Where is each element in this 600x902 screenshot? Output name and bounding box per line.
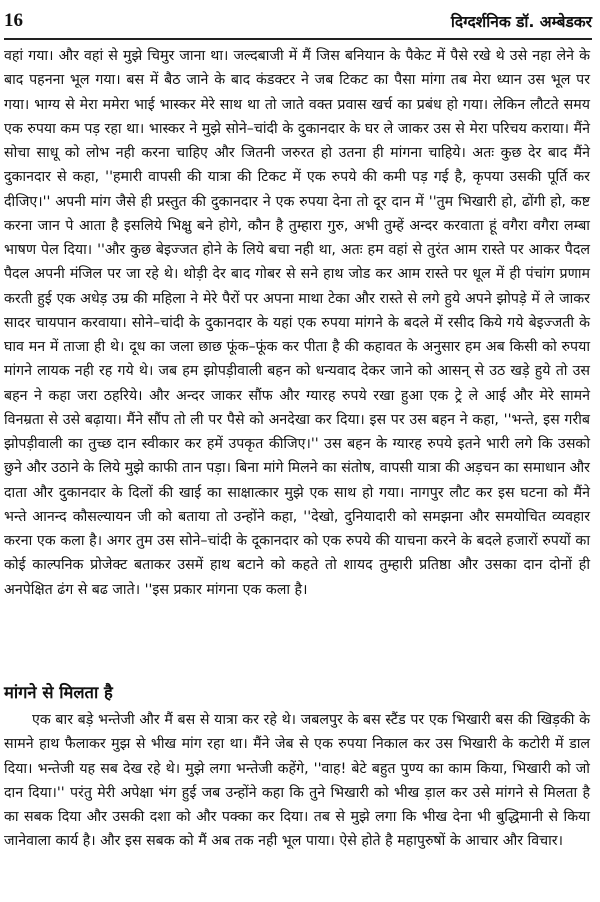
running-title: दिग्दर्शनिक डॉ. अम्बेडकर bbox=[450, 13, 592, 31]
body-paragraph-2: एक बार बड़े भन्तेजी और मैं बस से यात्रा कर रहे थे। जबलपुर के बस स्टैंड पर एक भिखारी बस की खिड़की के सामने हाथ फैलाकर मुझ से भीख मांग रहा था। मैंने जेब से एक रुपया निकाल कर उस भिखारी के कटोरी में डाल दिया। भन्तेजी यह सब देख रहे थे। मुझे लगा भन्तेजी कहेंगे, ''वाह! बेटे बहुत पुण्य का काम किया, भिखारी को जो दान दिया।'' परंतु मेरी अपेक्षा भंग हुई जब उन्होंने कहा कि तुने भिखारी को भीख ड़ाल कर उसे मांगने से मिलता है का सबक दिया और उसकी दशा को और पक्का कर दिया। तब से मुझे लगा कि भीख देना भी बुद्धिमानी से किया जानेवाला कार्य है। और इस सबक को मैं अब तक नही भूल पाया। ऐसे होते है महापुरुषों के आचार और विचार। bbox=[4, 712, 590, 850]
body-paragraph-1: वहां गया। और वहां से मुझे चिमुर जाना था। जल्दबाजी में मैं जिस बनियान के पैकेट में पैसे रखे थे उसे नहा लेने के बाद पहनना भूल गया। बस में बैठ जाने के बाद कंडक्टर ने जब टिकट का पैसा मांगा तब मेरा ध्यान उस भूल पर गया। भाग्य से मेरा ममेरा भाई भास्कर मेरे साथ था तो जाते वक्त प्रवास खर्च का प्रबंध हो गया। लेकिन लौटते समय एक रुपया कम पड़ रहा था। भास्कर ने मुझे सोने–चांदी के दुकानदार के घर ले जाकर उस से मेरा परिचय कराया। मैंने सोचा साधू को लोभ नही करना चाहिए और जितनी जरुरत हो उतना ही मांगना चाहिये। अतः कुछ देर बाद मैंने दुकानदार से कहा, ''हमारी वापसी की यात्रा की टिकट में एक रुपये की कमी पड़ गई है, कृपया उसकी पूर्ति कर दीजिए।'' अपनी मांग जैसे ही प्रस्तुत की दुकानदार ने एक रुपया देना तो दूर दान में ''तुम भिखारी हो, ढोंगी हो, कष्ट करना जान पे आता है इसलिये भिक्षु बने होगे, कौन है तुम्हारा गुरु, अभी तुम्हें अन्दर करवाता हूं वगैरा वगैरा लम्बा भाषण पेल दिया। ''और कुछ बेइज्जत होने के लिये बचा नही था, अतः हम वहां से तुरंत आम रास्ते पर आकर पैदल पैदल अपनी मंजिल पर जा रहे थे। थोड़ी देर बाद गोबर से सने हाथ जोड कर आम रास्ते पर धूल में ही पंचांग प्रणाम करती हुई एक अधेड़ उम्र की महिला ने मेरे पैरों पर अपना माथा टेका और रास्ते से लगे हुये अपने झोपड़े में ले जाकर सादर चायपान करवाया। सोने–चांदी के दुकानदार के यहां एक रुपया मांगने के बदले में रसीद किये गये बेइज्जती के घाव मन में ताजा ही थे। दूध का जला छाछ फूंक–फूंक कर पीता है की कहावत के अनुसार हम अब किसी को रुपया मांगने लायक नही रह गये थे। जब हम झोपड़ीवाली बहन को धन्यवाद देकर जाने को आसन् से उठ खड़े हुये तो उस बहन ने कहा जरा ठहरिये। और अन्दर जाकर सौंफ और ग्यारह रुपये रखा हुआ एक ट्रे ले आई और मेरे सामने विनम्रता से उसे बढ़ाया। मैंने सौंप तो ली पर पैसे को अनदेखा कर दिया। इस पर उस बहन ने कहा, ''भन्ते, इस गरीब झोपड़ीवाली का तुच्छ दान स्वीकार कर हमें उपकृत कीजिए।'' उस बहन के ग्यारह रुपये इतने भारी लगे कि उसको छुने और उठाने के लिये मुझे काफी तान पड़ा। बिना मांगे मिलने का संतोष, वापसी यात्रा की अड़चन का समाधान और दाता और दुकानदार के दिलों की खाई का साक्षात्कार मुझे एक साथ हो गया। नागपुर लौट कर इस घटना को मैंने भन्ते आनन्द कौसल्यायन जी को बताया तो उन्होंने कहा, ''देखो, दुनियादारी को समझना और समयोचित व्यवहार करना एक कला है। अगर तुम उस सोने–चांदी के दूकानदार को एक रुपये की याचना करने के बदले हजारों रुपयों का कोई काल्पनिक प्रोजेक्ट बताकर उसमें हाथ बटाने को कहते तो शायद तुम्हारी प्रतिष्ठा और उसका दान दोनों ही अनपेक्षित ढंग से बढ जाते। ''इस प्रकार मांगना एक कला है। bbox=[4, 48, 590, 598]
header-rule bbox=[4, 38, 592, 40]
page-number: 16 bbox=[4, 10, 23, 31]
section-heading: मांगने से मिलता है bbox=[4, 683, 113, 702]
page-header bbox=[4, 8, 592, 38]
